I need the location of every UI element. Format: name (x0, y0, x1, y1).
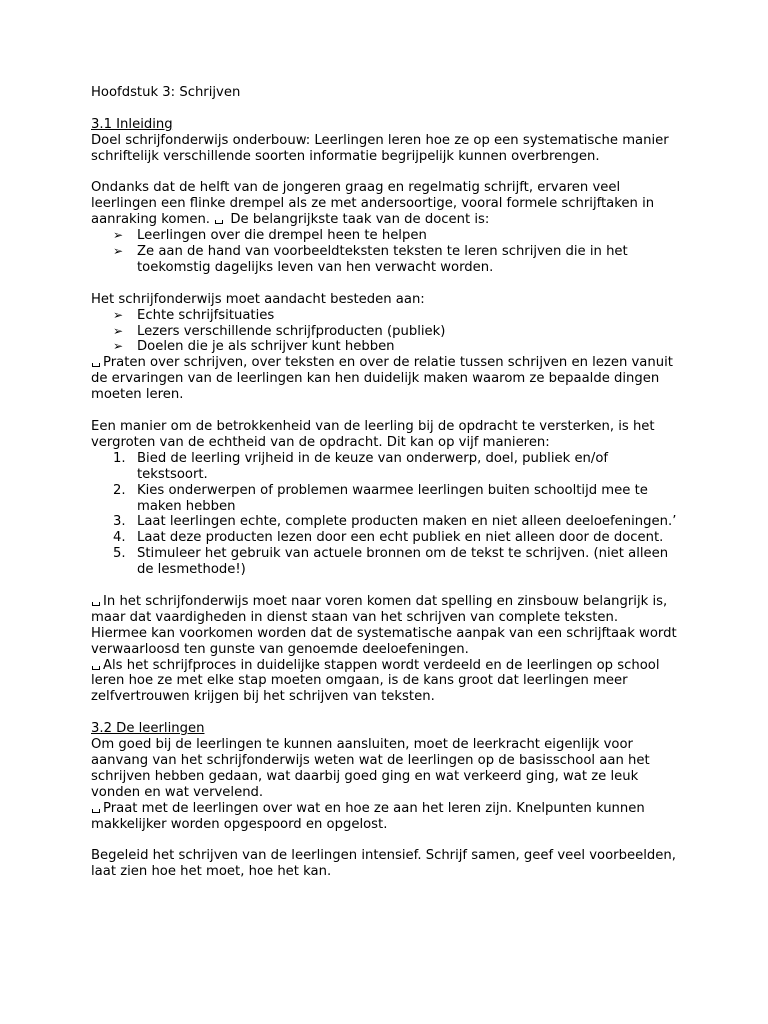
blank-space-mark-icon (214, 214, 224, 223)
blank-space-mark-icon (91, 357, 101, 366)
list-item: 3. Laat leerlingen echte, complete producten maken en niet alleen deeloefeningen.’ (113, 514, 677, 530)
paragraph-prevent: Hiermee kan voorkomen worden dat de systematische aanpak van een schrijftaak wordt verwaarloosd ten gunste van genoemde deeloefeningen. (91, 625, 677, 657)
paragraph-threshold-continuation: De belangrijkste taak van de docent is: (226, 212, 490, 228)
paragraph-talk-students: Praat met de leerlingen over wat en hoe ze aan het leren zijn. Knelpunten kunnen makkelijker worden opgespoord en opgelost. (91, 800, 645, 832)
numbered-list-ways (91, 451, 681, 578)
arrowhead-bullet-icon: ➢ (113, 339, 124, 354)
chapter-title: Hoofdstuk 3: Schrijven (91, 85, 241, 100)
paragraph-attention: Het schrijfonderwijs moet aandacht besteden aan: (91, 291, 425, 307)
arrowhead-bullet-icon: ➢ (113, 228, 124, 243)
list-item: 1. Bied de leerling vrijheid in de keuze van onderwerp, doel, publiek en/of tekstsoort. (113, 450, 609, 482)
list-item: ➢ Lezers verschillende schrijfproducten (publiek) (113, 323, 446, 339)
paragraph-connect: Om goed bij de leerlingen te kunnen aansluiten, moet de leerkracht eigenlijk voor aanvang van het schrijfonderwijs weten wat de leerlingen op de basisschool aan het schrijven hebben gedaan, wat daarbij goed ging en wat verkeerd ging, wat ze leuk vonden en wat vervelend. (91, 737, 650, 800)
bullet-list-teacher-tasks (91, 228, 681, 276)
blank-space-mark-icon (91, 596, 101, 605)
arrowhead-bullet-icon: ➢ (113, 244, 124, 259)
document-body (91, 85, 681, 880)
paragraph-threshold-text: Ondanks dat de helft van de jongeren graag en regelmatig schrijft, ervaren veel leerlingen een flinke drempel als ze met andersoortige, vooral formele schrijftaken in aanraking komen. (91, 180, 655, 228)
paragraph-authenticity: Een manier om de betrokkenheid van de leerling bij de opdracht te versterken, is het vergroten van de echtheid van de opdracht. Dit kan op vijf manieren: (91, 418, 655, 450)
blank-space-mark-icon (91, 803, 101, 812)
paragraph-goal: Doel schrijfonderwijs onderbouw: Leerlingen leren hoe ze op een systematische manier schriftelijk verschillende soorten informatie begrijpelijk kunnen overbrengen. (91, 132, 669, 164)
paragraph-guide: Begeleid het schrijven van de leerlingen intensief. Schrijf samen, geef veel voorbeelden, laat zien hoe het moet, hoe het kan. (91, 848, 676, 880)
list-item: ➢ Leerlingen over die drempel heen te helpen (113, 228, 427, 244)
arrowhead-bullet-icon: ➢ (113, 323, 124, 338)
paragraph-spelling: In het schrijfonderwijs moet naar voren komen dat spelling en zinsbouw belangrijk is, maar dat vaardigheden in dienst staan van het schrijven van complete teksten. (91, 593, 668, 625)
bullet-list-attention (91, 308, 681, 356)
list-item: ➢ Echte schrijfsituaties (113, 307, 275, 323)
paragraph-threshold (91, 180, 681, 228)
arrowhead-bullet-icon: ➢ (113, 307, 124, 322)
section-heading-3-1: 3.1 Inleiding (91, 116, 173, 132)
list-item: 4. Laat deze producten lezen door een echt publiek en niet alleen door de docent. (113, 530, 664, 546)
section-heading-3-2: 3.2 De leerlingen (91, 721, 205, 737)
list-item: 2. Kies onderwerpen of problemen waarmee leerlingen buiten schooltijd mee te maken hebben (113, 482, 648, 514)
blank-space-mark-icon (91, 660, 101, 669)
list-item: ➢ Ze aan de hand van voorbeeldteksten teksten te leren schrijven die in het toekomstig dagelijks leven van hen verwacht worden. (113, 244, 628, 275)
list-item: ➢ Doelen die je als schrijver kunt hebben (113, 339, 395, 355)
paragraph-process: Als het schrijfproces in duidelijke stappen wordt verdeeld en de leerlingen op school leren hoe ze met elke stap moeten omgaan, is de kans groot dat leerlingen meer zelfvertrouwen krijgen bij het schrijven van teksten. (91, 657, 660, 705)
paragraph-talking: Praten over schrijven, over teksten en over de relatie tussen schrijven en lezen vanuit de ervaringen van de leerlingen kan hen duidelijk maken waarom ze bepaalde dingen moeten leren. (91, 355, 673, 403)
list-item: 5. Stimuleer het gebruik van actuele bronnen om de tekst te schrijven. (niet alleen de lesmethode!) (113, 546, 669, 578)
